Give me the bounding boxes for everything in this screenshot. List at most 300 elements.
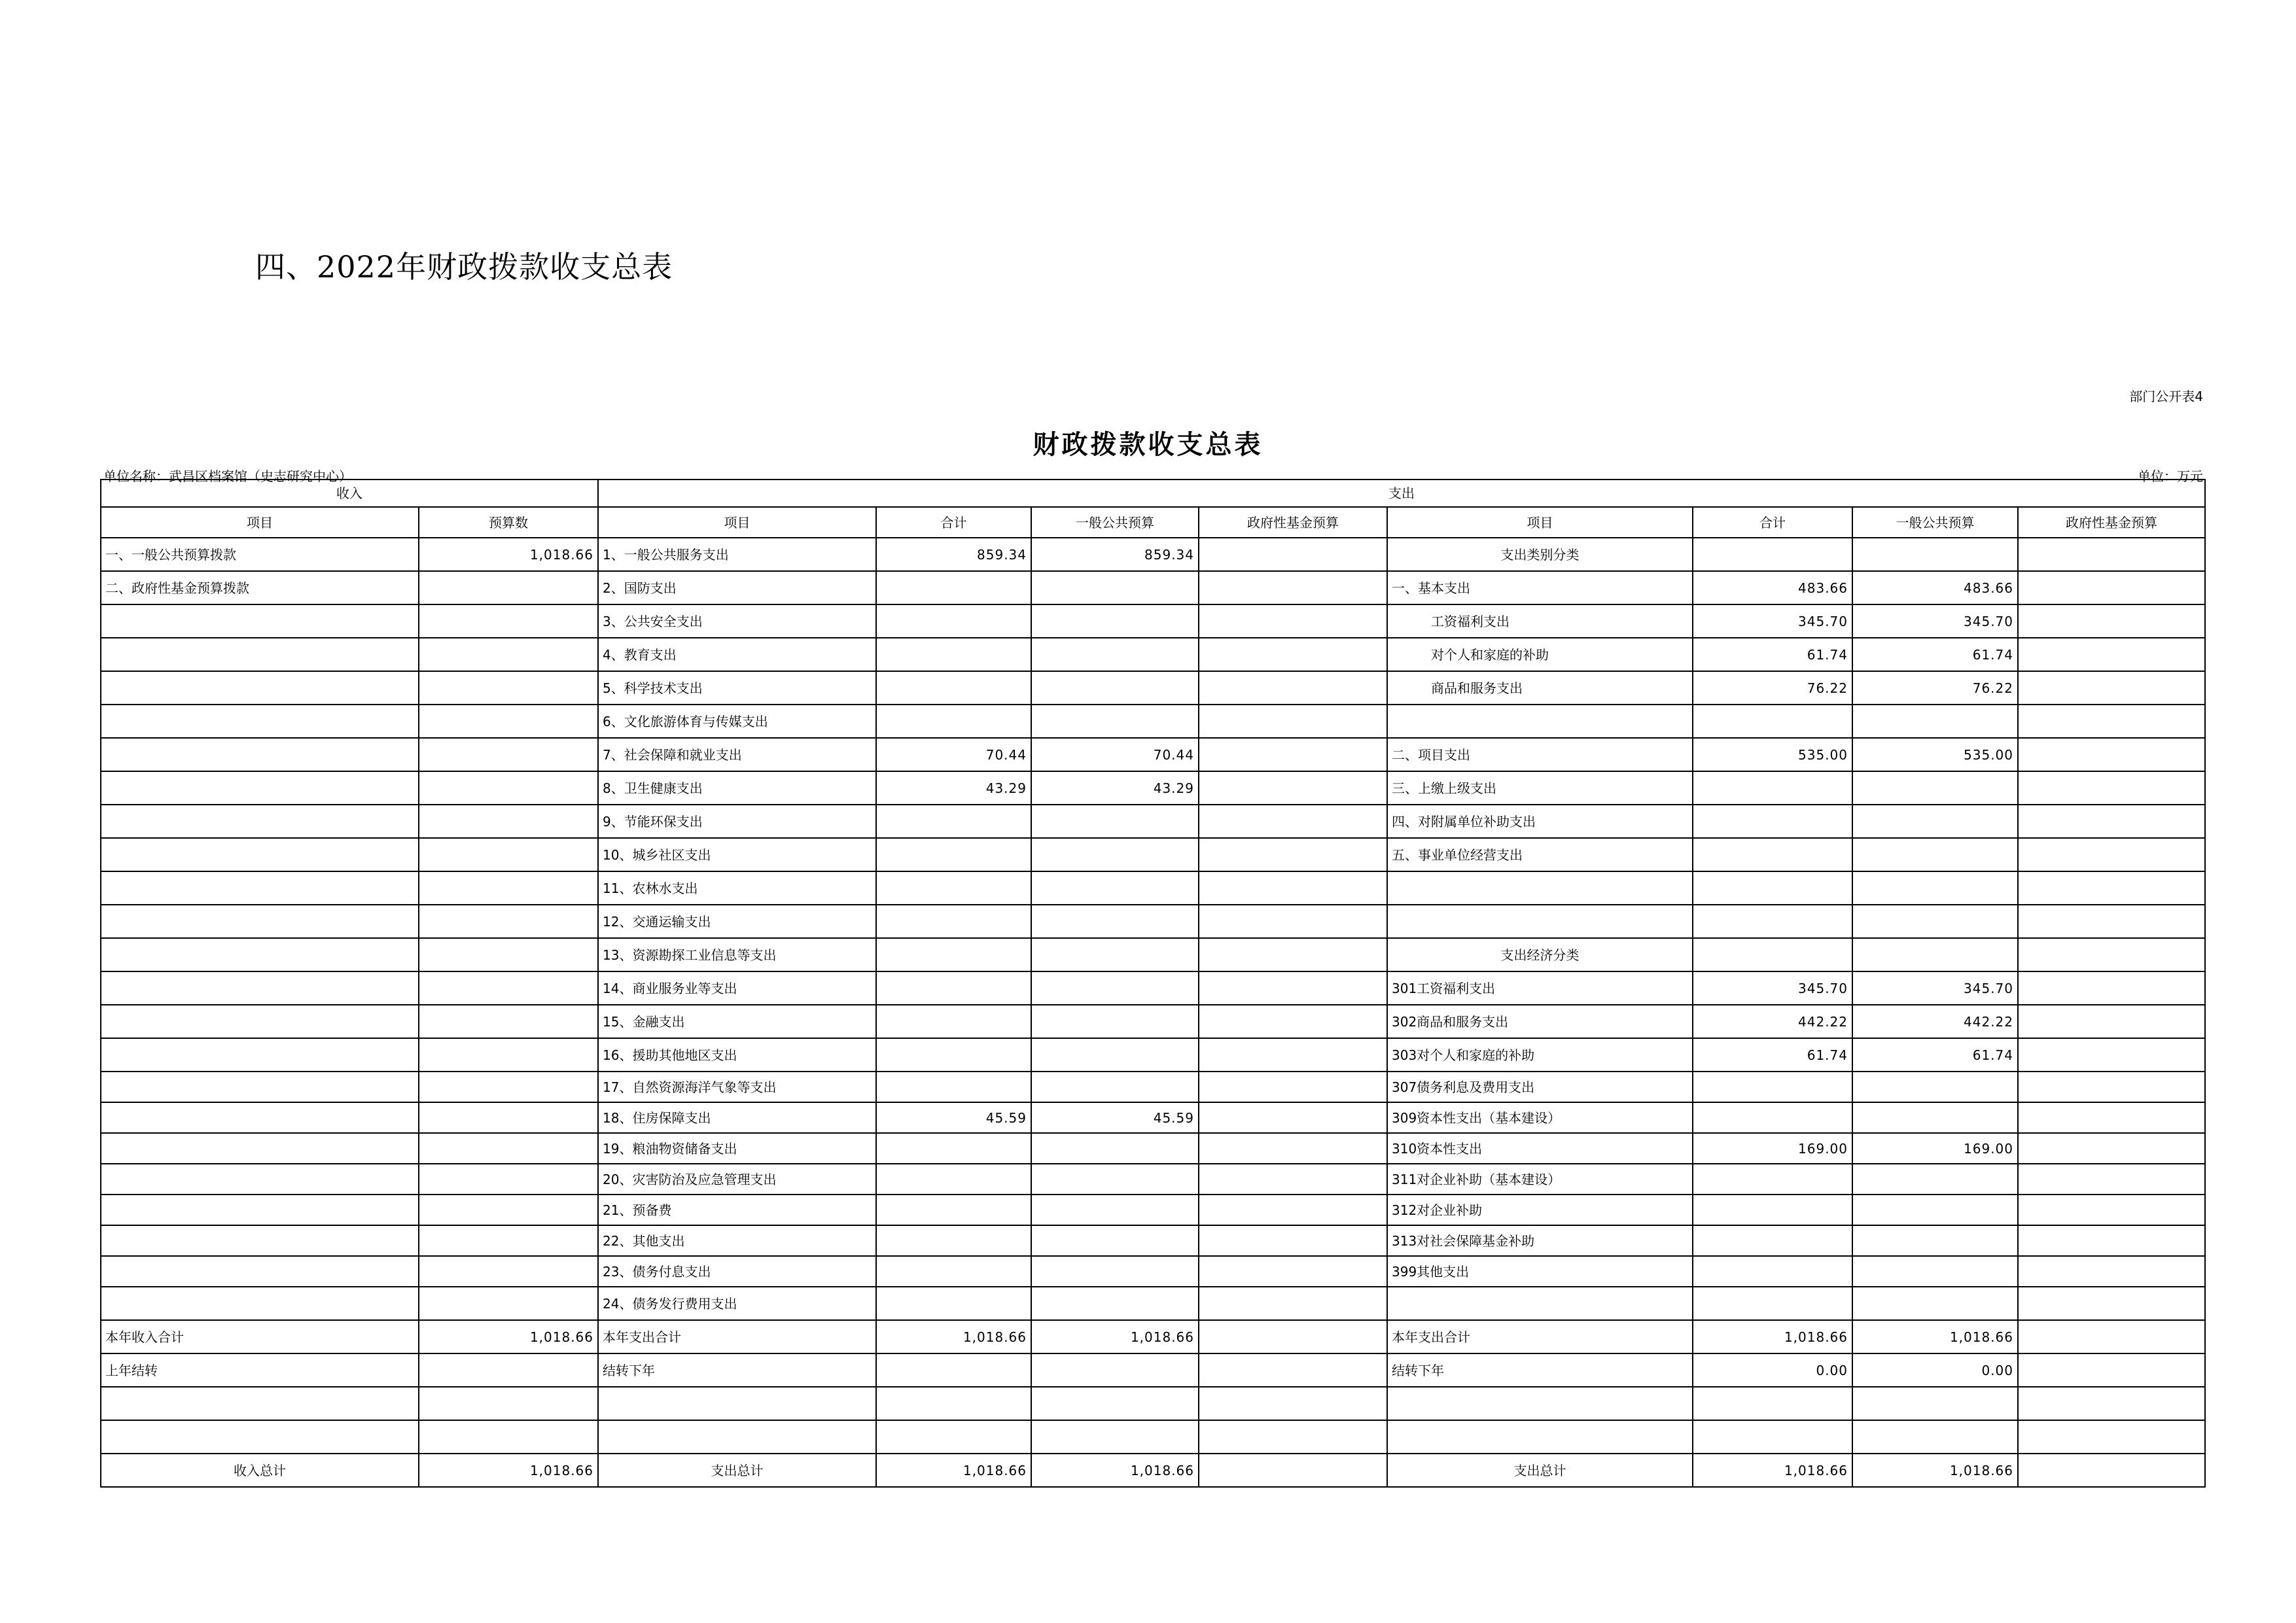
table-cell: 18、住房保障支出 (598, 1102, 876, 1133)
table-cell (2018, 838, 2205, 871)
table-cell (101, 1225, 419, 1256)
table-row (101, 1225, 2205, 1256)
table-cell (876, 1353, 1031, 1387)
table-cell: 本年支出合计 (598, 1320, 876, 1353)
table-cell (1031, 1420, 1199, 1454)
table-cell (419, 1256, 598, 1287)
table-cell: 1,018.66 (876, 1320, 1031, 1353)
table-cell: 45.59 (876, 1102, 1031, 1133)
table-cell (101, 938, 419, 971)
table-cell (2018, 1320, 2205, 1353)
table-cell (1199, 1038, 1387, 1072)
table-cell (1693, 1287, 1852, 1320)
table-row (101, 905, 2205, 938)
table-cell: 70.44 (1031, 738, 1199, 771)
table-cell: 1,018.66 (419, 1320, 598, 1353)
table-cell: 1、一般公共服务支出 (598, 538, 876, 571)
table-cell (2018, 938, 2205, 971)
table-cell (1387, 1420, 1693, 1454)
table-cell: 70.44 (876, 738, 1031, 771)
column-header: 项目 (598, 507, 876, 538)
table-cell (2018, 1102, 2205, 1133)
table-cell (2018, 1353, 2205, 1387)
column-header: 合计 (876, 507, 1031, 538)
table-cell (101, 1420, 419, 1454)
table-cell: 上年结转 (101, 1353, 419, 1387)
table-cell (1693, 1225, 1852, 1256)
table-cell (1199, 1133, 1387, 1164)
table-row (101, 705, 2205, 738)
table-cell (2018, 1287, 2205, 1320)
unit-label: 单位：万元 (2138, 468, 2203, 484)
table-cell: 345.70 (1852, 604, 2018, 638)
table-cell (1199, 638, 1387, 671)
table-cell: 一、一般公共预算拨款 (101, 538, 419, 571)
table-cell (1031, 1387, 1199, 1420)
table-row (101, 1454, 2205, 1487)
table-cell (101, 1195, 419, 1225)
table-cell: 61.74 (1693, 638, 1852, 671)
table-cell (419, 1225, 598, 1256)
table-cell (101, 1256, 419, 1287)
table-cell (1031, 1164, 1199, 1195)
table-cell (1199, 1320, 1387, 1353)
table-cell: 1,018.66 (1031, 1320, 1199, 1353)
table-row (101, 1005, 2205, 1038)
table-cell: 483.66 (1852, 571, 2018, 604)
table-cell: 24、债务发行费用支出 (598, 1287, 876, 1320)
table-cell (1693, 1387, 1852, 1420)
column-header: 预算数 (419, 507, 598, 538)
table-cell: 1,018.66 (1031, 1454, 1199, 1487)
table-cell: 6、文化旅游体育与传媒支出 (598, 705, 876, 738)
table-cell (101, 871, 419, 905)
table-cell (419, 1353, 598, 1387)
table-row (101, 671, 2205, 705)
table-cell: 169.00 (1852, 1133, 2018, 1164)
table-cell (101, 1287, 419, 1320)
table-cell: 0.00 (1852, 1353, 2018, 1387)
table-cell (876, 1005, 1031, 1038)
table-cell (876, 1164, 1031, 1195)
table-cell (1387, 1387, 1693, 1420)
table-cell (101, 805, 419, 838)
column-header: 项目 (101, 507, 419, 538)
table-row (101, 838, 2205, 871)
table-cell (876, 1195, 1031, 1225)
table-cell (1693, 771, 1852, 805)
table-cell (2018, 604, 2205, 638)
table-cell (1852, 1164, 2018, 1195)
column-header: 一般公共预算 (1852, 507, 2018, 538)
table-cell (419, 805, 598, 838)
table-row (101, 638, 2205, 671)
unit-name: 单位名称：武昌区档案馆（史志研究中心） (103, 468, 352, 484)
table-cell: 14、商业服务业等支出 (598, 971, 876, 1005)
table-cell (2018, 538, 2205, 571)
table-cell: 支出类别分类 (1387, 538, 1693, 571)
table-cell: 43.29 (876, 771, 1031, 805)
table-cell (1031, 671, 1199, 705)
table-cell (101, 671, 419, 705)
table-cell: 3、公共安全支出 (598, 604, 876, 638)
table-cell (101, 705, 419, 738)
table-cell: 10、城乡社区支出 (598, 838, 876, 871)
table-cell (2018, 1420, 2205, 1454)
table-cell (419, 971, 598, 1005)
table-cell (1199, 871, 1387, 905)
table-cell: 313对社会保障基金补助 (1387, 1225, 1693, 1256)
table-cell (876, 838, 1031, 871)
table-cell (876, 1387, 1031, 1420)
table-cell (1199, 1005, 1387, 1038)
table-cell (1199, 705, 1387, 738)
table-row (101, 1038, 2205, 1072)
table-cell: 310资本性支出 (1387, 1133, 1693, 1164)
table-cell (876, 938, 1031, 971)
table-cell (1199, 1287, 1387, 1320)
table-cell (1031, 805, 1199, 838)
table-cell: 9、节能环保支出 (598, 805, 876, 838)
table-row (101, 871, 2205, 905)
table-cell (1852, 1387, 2018, 1420)
table-cell (2018, 971, 2205, 1005)
table-row (101, 1072, 2205, 1102)
table-cell: 302商品和服务支出 (1387, 1005, 1693, 1038)
table-cell (876, 1256, 1031, 1287)
column-header: 一般公共预算 (1031, 507, 1199, 538)
table-cell (1693, 838, 1852, 871)
table-cell (876, 1038, 1031, 1072)
table-cell (1852, 1072, 2018, 1102)
table-cell (1693, 938, 1852, 971)
table-cell (1852, 1420, 2018, 1454)
table-cell (1852, 805, 2018, 838)
table-cell (1031, 1287, 1199, 1320)
table-row (101, 604, 2205, 638)
table-cell: 859.34 (876, 538, 1031, 571)
table-cell (1031, 1072, 1199, 1102)
table-cell (101, 1072, 419, 1102)
table-cell (419, 1102, 598, 1133)
table-cell (2018, 571, 2205, 604)
table-cell (1693, 1420, 1852, 1454)
table-cell: 12、交通运输支出 (598, 905, 876, 938)
table-cell: 商品和服务支出 (1387, 671, 1693, 705)
table-cell (1852, 705, 2018, 738)
table-cell (1199, 1454, 1387, 1487)
table-cell (1693, 705, 1852, 738)
table-cell (1199, 771, 1387, 805)
table-cell (419, 1038, 598, 1072)
table-row (101, 1102, 2205, 1133)
table-cell (2018, 1038, 2205, 1072)
group-header-row (101, 480, 2205, 507)
table-cell (876, 1225, 1031, 1256)
table-row (101, 1320, 2205, 1353)
table-cell (2018, 1072, 2205, 1102)
table-cell (101, 1387, 419, 1420)
table-cell (1693, 905, 1852, 938)
table-cell (2018, 1454, 2205, 1487)
table-cell (1693, 1072, 1852, 1102)
table-cell (1199, 671, 1387, 705)
table-cell: 312对企业补助 (1387, 1195, 1693, 1225)
table-cell (419, 571, 598, 604)
table-cell: 442.22 (1852, 1005, 2018, 1038)
table-cell: 311对企业补助（基本建设） (1387, 1164, 1693, 1195)
table-cell (876, 705, 1031, 738)
table-cell: 16、援助其他地区支出 (598, 1038, 876, 1072)
table-cell (419, 604, 598, 638)
table-cell (876, 1133, 1031, 1164)
table-cell (419, 705, 598, 738)
table-cell: 本年支出合计 (1387, 1320, 1693, 1353)
table-cell (1031, 838, 1199, 871)
table-cell: 结转下年 (1387, 1353, 1693, 1387)
table-cell (419, 771, 598, 805)
table-cell (1031, 1225, 1199, 1256)
table-cell (876, 805, 1031, 838)
table-cell: 工资福利支出 (1387, 604, 1693, 638)
table-cell (1199, 1072, 1387, 1102)
table-cell (1031, 905, 1199, 938)
table-cell: 345.70 (1693, 971, 1852, 1005)
table-cell (419, 938, 598, 971)
table-cell (1199, 1164, 1387, 1195)
table-cell (419, 638, 598, 671)
table-cell: 收入总计 (101, 1454, 419, 1487)
table-cell (876, 971, 1031, 1005)
table-row (101, 1164, 2205, 1195)
table-cell: 23、债务付息支出 (598, 1256, 876, 1287)
table-cell: 301工资福利支出 (1387, 971, 1693, 1005)
table-cell (1199, 805, 1387, 838)
table-cell (1693, 871, 1852, 905)
table-cell (1031, 638, 1199, 671)
table-cell: 309资本性支出（基本建设） (1387, 1102, 1693, 1133)
table-cell (1199, 604, 1387, 638)
income-group-header: 收入 (101, 480, 598, 507)
table-row (101, 571, 2205, 604)
table-row (101, 771, 2205, 805)
table-cell (1031, 1353, 1199, 1387)
table-cell (1199, 971, 1387, 1005)
table-cell (1031, 571, 1199, 604)
table-cell (1693, 538, 1852, 571)
table-cell: 15、金融支出 (598, 1005, 876, 1038)
table-cell (1031, 1195, 1199, 1225)
form-number: 部门公开表4 (2129, 389, 2203, 404)
table-cell (419, 1287, 598, 1320)
table-cell (1852, 871, 2018, 905)
table-cell (876, 1072, 1031, 1102)
table-cell: 1,018.66 (1852, 1320, 2018, 1353)
table-cell (1031, 871, 1199, 905)
table-cell: 三、上缴上级支出 (1387, 771, 1693, 805)
table-cell: 61.74 (1852, 1038, 2018, 1072)
table-row (101, 538, 2205, 571)
table-cell: 2、国防支出 (598, 571, 876, 604)
table-cell (1199, 1353, 1387, 1387)
table-cell (101, 971, 419, 1005)
table-cell: 19、粮油物资储备支出 (598, 1133, 876, 1164)
table-cell: 五、事业单位经营支出 (1387, 838, 1693, 871)
table-cell: 1,018.66 (419, 1454, 598, 1487)
table-cell (2018, 805, 2205, 838)
table-cell: 21、预备费 (598, 1195, 876, 1225)
table-cell (419, 1164, 598, 1195)
table-cell: 4、教育支出 (598, 638, 876, 671)
table-cell (419, 1133, 598, 1164)
table-cell (1387, 871, 1693, 905)
table-row (101, 738, 2205, 771)
table-cell (419, 738, 598, 771)
table-row (101, 805, 2205, 838)
table-cell (1031, 1256, 1199, 1287)
table-cell (1031, 938, 1199, 971)
table-title: 财政拨款收支总表 (1033, 429, 1263, 460)
table-cell: 二、项目支出 (1387, 738, 1693, 771)
table-cell: 303对个人和家庭的补助 (1387, 1038, 1693, 1072)
table-cell (1693, 1195, 1852, 1225)
table-cell: 399其他支出 (1387, 1256, 1693, 1287)
table-cell (1852, 1256, 2018, 1287)
table-cell (1031, 705, 1199, 738)
table-cell (101, 604, 419, 638)
table-cell (1199, 571, 1387, 604)
table-cell (1852, 538, 2018, 571)
table-cell (419, 1195, 598, 1225)
table-row (101, 971, 2205, 1005)
document-heading: 四、2022年财政拨款收支总表 (255, 249, 673, 285)
table-row (101, 1287, 2205, 1320)
table-cell (101, 905, 419, 938)
table-cell: 一、基本支出 (1387, 571, 1693, 604)
table-row (101, 938, 2205, 971)
table-cell: 1,018.66 (419, 538, 598, 571)
table-cell (2018, 1195, 2205, 1225)
table-cell: 1,018.66 (1852, 1454, 2018, 1487)
table-cell (1693, 805, 1852, 838)
table-cell: 345.70 (1693, 604, 1852, 638)
table-cell (876, 905, 1031, 938)
table-cell (876, 671, 1031, 705)
table-cell: 四、对附属单位补助支出 (1387, 805, 1693, 838)
table-cell (598, 1387, 876, 1420)
table-cell (876, 571, 1031, 604)
table-cell (101, 1038, 419, 1072)
table-cell: 43.29 (1031, 771, 1199, 805)
table-cell (1199, 905, 1387, 938)
table-cell (1199, 1195, 1387, 1225)
table-cell (1199, 1420, 1387, 1454)
table-cell (2018, 1133, 2205, 1164)
table-cell: 17、自然资源海洋气象等支出 (598, 1072, 876, 1102)
table-cell (1387, 705, 1693, 738)
table-cell (2018, 1225, 2205, 1256)
fiscal-summary-table (100, 479, 2206, 1488)
table-row (101, 1133, 2205, 1164)
table-cell (1031, 1005, 1199, 1038)
table-cell: 442.22 (1693, 1005, 1852, 1038)
table-cell: 对个人和家庭的补助 (1387, 638, 1693, 671)
table-cell: 1,018.66 (1693, 1454, 1852, 1487)
table-cell (419, 1072, 598, 1102)
table-cell (2018, 638, 2205, 671)
table-row (101, 1256, 2205, 1287)
table-cell (876, 604, 1031, 638)
table-cell (876, 871, 1031, 905)
table-cell (419, 871, 598, 905)
table-cell (419, 671, 598, 705)
table-cell: 11、农林水支出 (598, 871, 876, 905)
table-row (101, 1420, 2205, 1454)
table-cell (2018, 1387, 2205, 1420)
table-cell (1852, 838, 2018, 871)
table-cell (101, 1005, 419, 1038)
table-cell (419, 1387, 598, 1420)
table-cell (101, 1102, 419, 1133)
table-cell (1031, 604, 1199, 638)
table-cell (2018, 1005, 2205, 1038)
table-cell (419, 1005, 598, 1038)
table-cell (1031, 1133, 1199, 1164)
table-cell: 535.00 (1693, 738, 1852, 771)
table-cell (1693, 1164, 1852, 1195)
table-cell (1199, 838, 1387, 871)
table-cell (1693, 1102, 1852, 1133)
table-cell (2018, 871, 2205, 905)
table-cell (419, 838, 598, 871)
table-cell: 13、资源勘探工业信息等支出 (598, 938, 876, 971)
table-cell: 7、社会保障和就业支出 (598, 738, 876, 771)
column-header: 项目 (1387, 507, 1693, 538)
table-cell: 169.00 (1693, 1133, 1852, 1164)
table-cell (101, 738, 419, 771)
table-cell: 二、政府性基金预算拨款 (101, 571, 419, 604)
table-cell: 8、卫生健康支出 (598, 771, 876, 805)
table-cell (101, 1133, 419, 1164)
column-header: 合计 (1693, 507, 1852, 538)
expense-group-header: 支出 (598, 480, 2205, 507)
table-cell (419, 1420, 598, 1454)
table-cell: 345.70 (1852, 971, 2018, 1005)
column-header: 政府性基金预算 (2018, 507, 2205, 538)
table-cell: 结转下年 (598, 1353, 876, 1387)
table-cell: 20、灾害防治及应急管理支出 (598, 1164, 876, 1195)
table-cell (1852, 938, 2018, 971)
table-cell (1852, 905, 2018, 938)
table-cell (101, 838, 419, 871)
table-cell (2018, 738, 2205, 771)
table-cell: 483.66 (1693, 571, 1852, 604)
table-cell: 61.74 (1693, 1038, 1852, 1072)
table-cell: 45.59 (1031, 1102, 1199, 1133)
table-cell (1387, 1287, 1693, 1320)
table-cell (2018, 1164, 2205, 1195)
table-cell (101, 1164, 419, 1195)
table-cell (1199, 738, 1387, 771)
table-cell: 61.74 (1852, 638, 2018, 671)
table-cell (1199, 1102, 1387, 1133)
table-cell (2018, 905, 2205, 938)
table-cell: 307债务利息及费用支出 (1387, 1072, 1693, 1102)
table-cell: 本年收入合计 (101, 1320, 419, 1353)
table-cell (2018, 705, 2205, 738)
table-cell (1852, 1225, 2018, 1256)
column-header: 政府性基金预算 (1199, 507, 1387, 538)
